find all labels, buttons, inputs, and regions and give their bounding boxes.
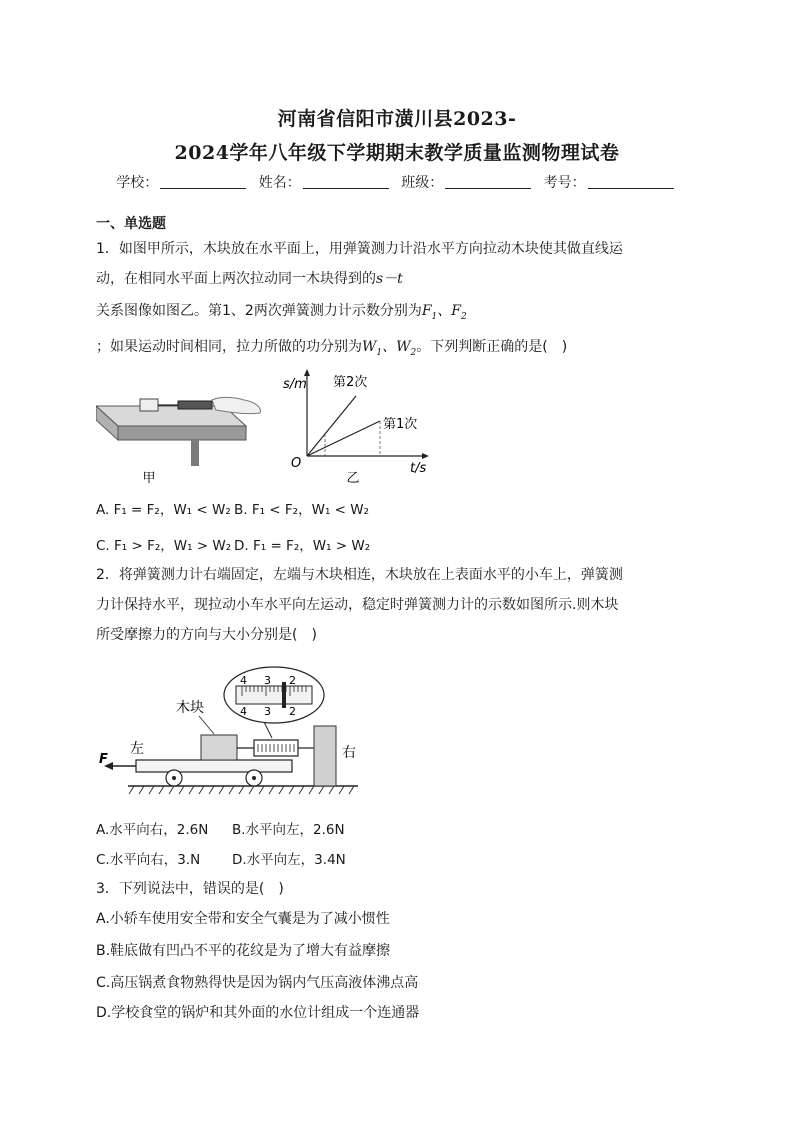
origin-label: O [291,456,302,471]
q1-option-a[interactable]: A. F₁ = F₂，W₁ < W₂ [96,502,231,518]
zoom-pointer [282,682,286,708]
q2-option-b[interactable]: B.水平向左，2.6N [232,822,345,838]
q1-option-d[interactable]: D. F₁ = F₂，W₁ > W₂ [234,538,371,554]
section-heading: 一、单选题 [96,216,166,232]
student-info-line [0,172,794,192]
spring-scale-2 [254,740,298,756]
force-label: F [99,752,108,767]
fixed-wall [314,726,336,786]
class-label: 班级： [401,175,444,191]
q1-stem-line-1: 1．如图甲所示，木块放在水平面上，用弹簧测力计沿水平方向拉动木块使其做直线运 [96,241,623,257]
q1-option-c[interactable]: C. F₁ > F₂，W₁ > W₂ [96,538,232,554]
series-label-2: 第2次 [333,375,368,390]
q3-option-a[interactable]: A.小轿车使用安全带和安全气囊是为了减小惯性 [96,911,390,927]
ground-hatch [129,786,354,794]
q2-stem-line-1: 2．将弹簧测力计右端固定，左端与木块相连，木块放在上表面水平的小车上，弹簧测 [96,567,623,583]
q3-stem: 3．下列说法中，错误的是( ) [96,881,284,897]
q3-option-b[interactable]: B.鞋底做有凹凸不平的花纹是为了增大有益摩擦 [96,943,391,959]
series-line-1 [307,421,380,456]
name-label: 姓名： [258,175,301,191]
zoom-bubble-pointer [264,722,272,738]
cart-body [136,760,292,772]
scale-mark-4-bottom: 4 [240,705,247,718]
figure-cart-spring [96,660,366,802]
q1-stem-text-3: 关系图像如图乙。第1、2两次弹簧测力计示数分别为 [96,303,422,319]
figure-jia [96,388,266,488]
number-label: 考号： [543,175,586,191]
school-blank[interactable] [160,174,246,189]
scale-mark-3-bottom: 3 [264,705,271,718]
name-blank[interactable] [303,174,389,189]
scale-mark-2-bottom: 2 [289,705,296,718]
block-label: 木块 [176,700,204,716]
q1-stem-line-2 [96,270,700,288]
number-blank[interactable] [588,174,674,189]
figure-jia-label: 甲 [142,471,156,486]
cart-axle-left [172,776,176,780]
q1-stem-line-3 [96,302,700,326]
x-axis-arrow [422,453,429,459]
series-label-1: 第1次 [383,417,418,432]
wood-block [140,399,158,411]
figure-yi-label: 乙 [346,471,360,486]
table-leg [191,440,199,466]
q2-option-a[interactable]: A.水平向右，2.6N [96,822,209,838]
exam-title-line-2: 2024学年八年级下学期期末教学质量监测物理试卷 [174,142,620,164]
right-label: 右 [342,745,356,761]
q3-option-c[interactable]: C.高压锅煮食物熟得快是因为锅内气压高液体沸点高 [96,975,419,991]
x-axis-label: t/s [410,461,427,476]
q2-stem-line-3: 所受摩擦力的方向与大小分别是( ) [96,627,317,643]
table-front [118,426,246,440]
scale-mark-2-top: 2 [289,674,296,687]
q2-option-d[interactable]: D.水平向左，3.4N [232,852,346,868]
q2-option-c[interactable]: C.水平向右，3.N [96,852,201,868]
q1-stem-text: 动，在相同水平面上两次拉动同一木块得到的 [96,271,376,287]
series-line-2 [307,396,356,456]
y-axis-arrow [304,369,310,376]
cart-axle-right [252,776,256,780]
q1-w-symbols: $W_1$、$W_2$ [362,339,417,358]
q3-option-d[interactable]: D.学校食堂的锅炉和其外面的水位计组成一个连通器 [96,1005,420,1021]
q1-stem-line-4 [96,338,700,362]
figure-yi-graph [280,368,440,486]
school-label: 学校： [116,175,159,191]
wood-block-2 [201,735,237,760]
class-blank[interactable] [445,174,531,189]
q1-st-symbol: s－t [376,271,403,287]
left-label: 左 [130,741,144,757]
scale-mark-3-top: 3 [264,674,271,687]
q1-stem-text-4: ；如果运动时间相同，拉力所做的功分别为 [96,339,362,355]
exam-title-line-1: 河南省信阳市潢川县2023- [277,108,517,130]
q2-stem-line-2: 力计保持水平，现拉动小车水平向左运动，稳定时弹簧测力计的示数如图所示.则木块 [96,597,619,613]
q1-stem-text-4b: 。下列判断正确的是( ) [416,339,568,355]
y-axis-label: s/m [283,377,307,392]
scale-mark-4-top: 4 [240,674,247,687]
block-label-pointer [199,716,214,734]
spring-scale [178,401,212,409]
q1-f-symbols: $F_1$、$F_2$ [421,303,467,322]
q1-option-b[interactable]: B. F₁ < F₂，W₁ < W₂ [234,502,370,518]
